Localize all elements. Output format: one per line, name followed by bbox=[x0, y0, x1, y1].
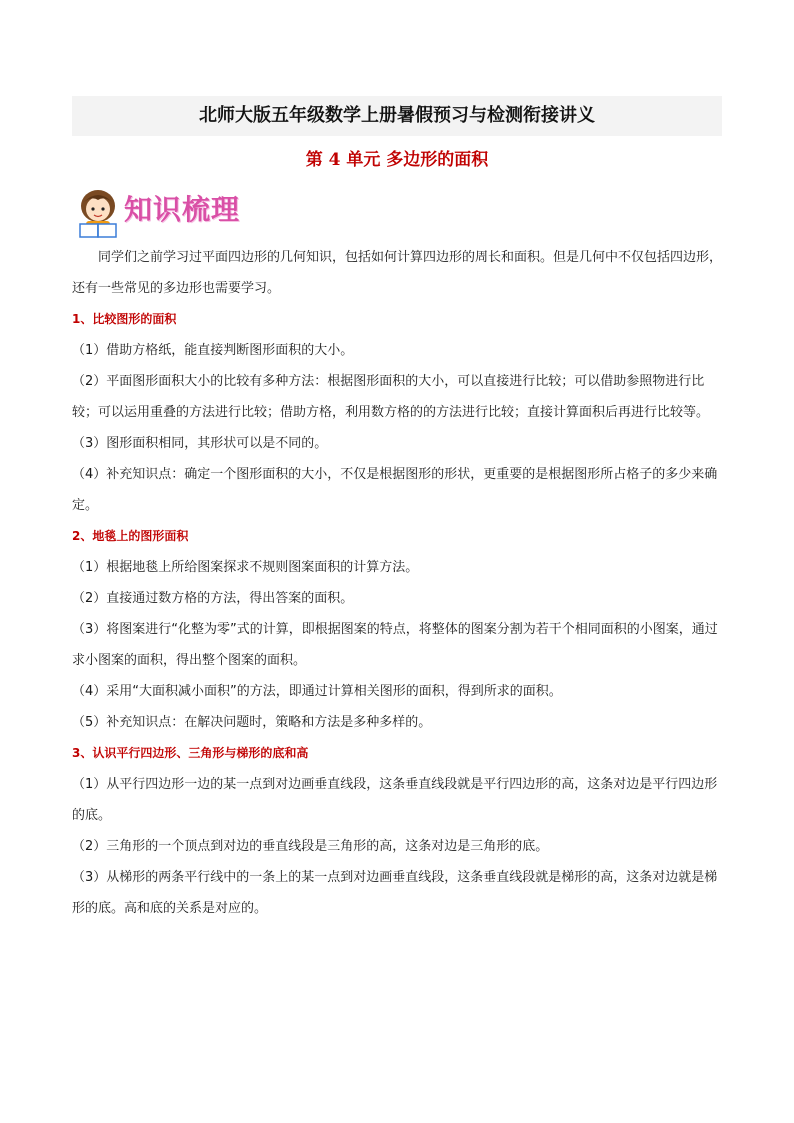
reading-girl-icon bbox=[74, 184, 124, 240]
banner-title: 知识梳理 bbox=[124, 193, 241, 226]
list-item: （2）平面图形面积大小的比较有多种方法：根据图形面积的大小，可以直接进行比较；可以借助参照物进行比较；可以运用重叠的方法进行比较；借助方格，利用数方格的的方法进行比较；直接计算面积后再进行比较等。 bbox=[72, 374, 710, 420]
list-item: （4）采用“大面积减小面积”的方法，即通过计算相关图形的面积，得到所求的面积。 bbox=[72, 684, 562, 699]
list-item: （1）从平行四边形一边的某一点到对边画垂直线段，这条垂直线段就是平行四边形的高，这条对边是平行四边形的底。 bbox=[72, 777, 718, 823]
list-item: （3）将图案进行“化整为零”式的计算，即根据图案的特点，将整体的图案分割为若干个相同面积的小图案，通过求小图案的面积，得出整个图案的面积。 bbox=[72, 622, 718, 668]
list-item: （3）图形面积相同，其形状可以是不同的。 bbox=[72, 436, 328, 451]
unit-title: 第 4 单元 多边形的面积 bbox=[305, 150, 489, 170]
list-item: （1）根据地毯上所给图案探求不规则图案面积的计算方法。 bbox=[72, 560, 419, 575]
document-title: 北师大版五年级数学上册暑假预习与检测衔接讲义 bbox=[72, 96, 722, 136]
intro-paragraph: 同学们之前学习过平面四边形的几何知识，包括如何计算四边形的周长和面积。但是几何中不仅包括四边形，还有一些常见的多边形也需要学习。 bbox=[72, 250, 723, 296]
list-item: （2）三角形的一个顶点到对边的垂直线段是三角形的高，这条对边是三角形的底。 bbox=[72, 839, 549, 854]
list-item: （4）补充知识点：确定一个图形面积的大小，不仅是根据图形的形状，更重要的是根据图形所占格子的多少来确定。 bbox=[72, 467, 718, 513]
list-item: （5）补充知识点：在解决问题时，策略和方法是多种多样的。 bbox=[72, 715, 432, 730]
knowledge-banner bbox=[74, 184, 244, 240]
list-item: （2）直接通过数方格的方法，得出答案的面积。 bbox=[72, 591, 354, 606]
list-item: （1）借助方格纸，能直接判断图形面积的大小。 bbox=[72, 343, 354, 358]
section-heading: 2、地毯上的图形面积 bbox=[72, 529, 189, 543]
list-item: （3）从梯形的两条平行线中的一条上的某一点到对边画垂直线段，这条垂直线段就是梯形的高，这条对边就是梯形的底。高和底的关系是对应的。 bbox=[72, 870, 718, 916]
section-heading: 3、认识平行四边形、三角形与梯形的底和高 bbox=[72, 746, 309, 760]
content-body bbox=[72, 242, 724, 924]
section-heading: 1、比较图形的面积 bbox=[72, 312, 177, 326]
